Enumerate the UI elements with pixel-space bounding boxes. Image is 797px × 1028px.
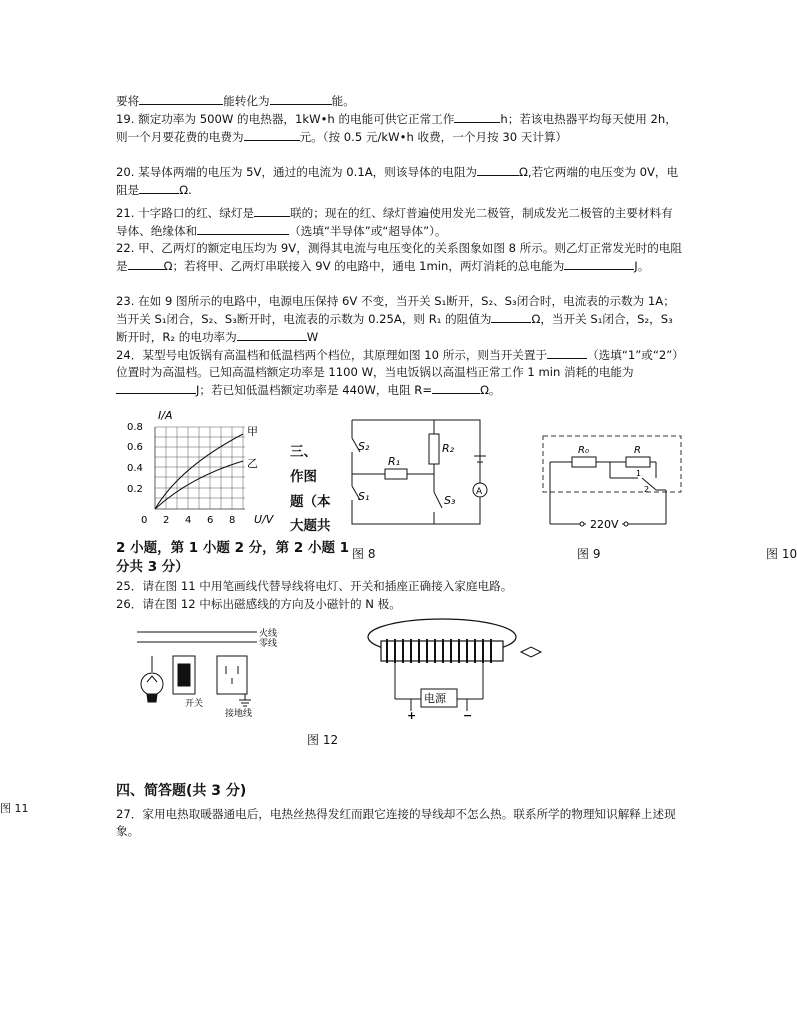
question-23: 23. 在如 9 图所示的电路中，电源电压保持 6V 不变，当开关 S₁断开，S₂、S₃闭合时，电流表的示数为 1A；当开关 S₁闭合，S₂、S₃断开时，电流表的示数为 0.25A，则 R₁ 的阻值为 Ω，当开关 S₁闭合，S₂，S₃断开时，R₂ 的电功率为 W <box>116 294 675 344</box>
caption-figure-12: 图 12 <box>307 733 339 747</box>
label-r1: R₁ <box>388 455 401 468</box>
x-tick: 8 <box>229 515 236 526</box>
blank <box>197 222 289 235</box>
label-r: R <box>634 445 641 456</box>
figure-8-graph <box>120 405 274 530</box>
question-25: 25．请在图 11 中用笔画线代替导线将电灯、开关和插座正确接入家庭电路。 <box>116 579 513 593</box>
question-21: 21. 十字路口的红、绿灯是 联的；现在的红、绿灯普遍使用发光二极管，制成发光二极管的主要材料有导体、绝缘体和 （选填“半导体”或“超导体”）。 <box>116 206 673 238</box>
question-24: 24．某型号电饭锅有高温档和低温档两个档位，其原理如图 10 所示，则当开关置于 （选填“1”或“2”）位置时为高温档。已知高温档额定功率是 1100 W，当电饭锅以高温档正常工作 1 min 消耗的电能为J；若已知低温档额定功率是 440W，电阻 R= Ω。 <box>116 348 679 397</box>
label-2: 2 <box>644 485 650 494</box>
label-1: 1 <box>636 469 642 478</box>
compass-needle-icon <box>521 647 541 657</box>
label-fire-line: 火线 <box>259 629 278 639</box>
caption-figure-8: 图 8 <box>352 547 376 561</box>
graph-grid <box>155 427 245 509</box>
label-s2: S₂ <box>358 440 370 453</box>
blank <box>237 328 307 341</box>
label-neutral-line: 零线 <box>259 639 278 649</box>
question-22: 22. 甲、乙两灯的额定电压均为 9V，测得其电流与电压变化的关系图象如图 8 所示。则乙灯正常发光时的电阻是 Ω；若将甲、乙两灯串联接入 9V 的电路中，通电 1min，两灯消耗的总电能为 J。 <box>116 241 682 273</box>
ammeter-label: A <box>476 487 483 497</box>
x-tick: 4 <box>185 515 192 526</box>
label-220v: 220V <box>590 518 619 531</box>
caption-figure-11: 图 11 <box>0 802 29 815</box>
y-tick: 0.8 <box>127 422 143 433</box>
section-3-title-2: 作图 <box>290 469 317 485</box>
figure-10-circuit <box>540 432 685 532</box>
blank <box>116 381 196 394</box>
y-tick: 0.2 <box>127 484 143 495</box>
question-27: 27．家用电热取暖器通电后，电热丝热得发红而跟它连接的导线却不怎么热。联系所学的物理知识解释上述现象。 <box>116 807 676 838</box>
label-power-source: 电源 <box>424 692 446 705</box>
blank <box>139 92 223 105</box>
question-20: 20. 某导体两端的电压为 5V，通过的电流为 0.1A，则该导体的电阻为 Ω,若它两端的电压变为 0V，电阻是 Ω. <box>116 165 679 197</box>
blank <box>564 257 634 270</box>
blank <box>244 128 300 141</box>
blank <box>477 163 519 176</box>
blank <box>547 346 587 359</box>
section-3-title-1: 三、 <box>290 444 317 460</box>
section-3-title-4: 大题共 <box>290 518 331 534</box>
blank <box>139 181 179 194</box>
y-tick: 0.6 <box>127 442 143 453</box>
question-26: 26．请在图 12 中标出磁感线的方向及小磁针的 N 极。 <box>116 597 401 611</box>
label-s3: S₃ <box>444 494 456 507</box>
section-3-line2: 分共 3 分） <box>116 559 189 575</box>
y-tick: 0.4 <box>127 463 143 474</box>
label-s1: S₁ <box>358 490 370 503</box>
label-minus: − <box>463 709 473 722</box>
caption-figure-9: 图 9 <box>577 547 601 561</box>
blank <box>432 381 480 394</box>
label-r0: R₀ <box>578 445 589 456</box>
section-3-line: 2 小题，第 1 小题 2 分，第 2 小题 1 <box>116 540 350 556</box>
label-r2: R₂ <box>442 442 455 455</box>
section-4-title: 四、简答题(共 3 分) <box>116 783 247 799</box>
question-19: 19. 额定功率为 500W 的电热器，1kW•h 的电能可供它正常工作 h；若该电热器平均每天使用 2h，则一个月要花费的电费为 元。（按 0.5 元/kW•h 收费，一个月按 30 天计算） <box>116 112 677 144</box>
label-switch: 开关 <box>185 699 204 709</box>
x-axis-label: U/V <box>254 513 274 526</box>
y-axis-label: I/A <box>158 409 173 422</box>
label-plus: + <box>407 709 417 722</box>
label-ground-wire: 接地线 <box>225 709 253 719</box>
figure-11-household-circuit <box>125 622 290 722</box>
x-tick: 2 <box>163 515 170 526</box>
blank <box>454 110 500 123</box>
figure-9-circuit <box>340 412 500 534</box>
label-jia: 甲 <box>247 425 258 438</box>
blank <box>254 204 290 217</box>
q18-line: 要将 能转化为 能。 <box>116 94 355 108</box>
x-tick: 6 <box>207 515 214 526</box>
blank <box>491 310 531 323</box>
label-yi: 乙 <box>247 457 258 470</box>
blank <box>270 92 332 105</box>
section-3-title-3: 题（本 <box>290 494 331 510</box>
x-tick: 0 <box>141 515 148 526</box>
caption-figure-10: 图 10 <box>766 547 797 561</box>
blank <box>128 257 164 270</box>
figure-12-electromagnet <box>365 615 555 725</box>
